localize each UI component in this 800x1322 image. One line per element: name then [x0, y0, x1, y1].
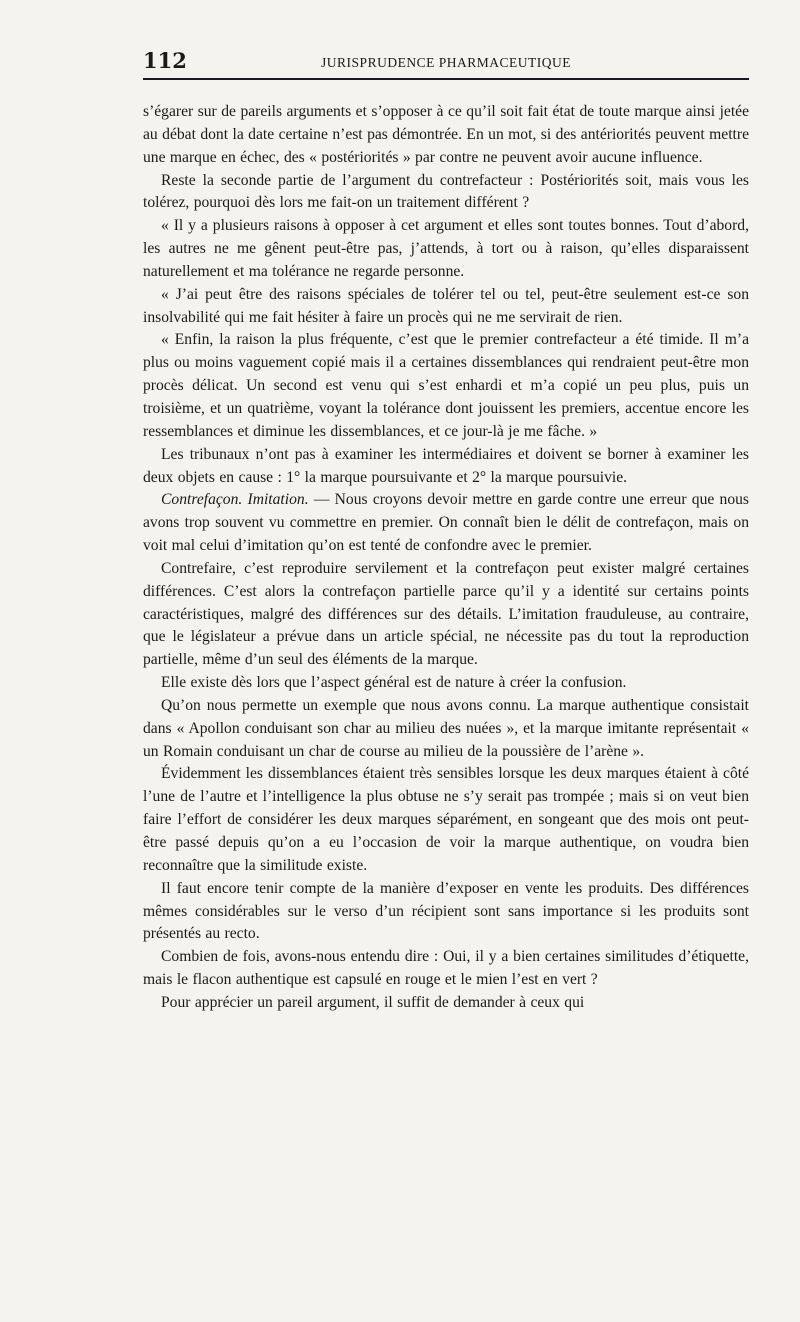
section-heading: Contrefaçon. Imitation.	[161, 491, 309, 509]
paragraph: « Enfin, la raison la plus fréquente, c’est que le premier contrefacteur a été timide. Il m’a plus ou moins vaguement copié mais il a certaines dissemblances qui rendraient peut-être mon procès délicat. Un second est venu qui s’est enhardi et m’a copié un peu plus, puis un troisième, et un quatrième, voyant la tolérance dont jouissent les premiers, accentue encore les ressemblances et diminue les dissemblances, et ce jour-là je me fâche. »	[143, 331, 749, 440]
paragraph: Il faut encore tenir compte de la manière d’exposer en vente les produits. Des différences mêmes considérables sur le verso d’un récipient sont sans importance si les produits sont présentés au recto.	[143, 879, 749, 943]
paragraph: Combien de fois, avons-nous entendu dire : Oui, il y a bien certaines similitudes d’étiquette, mais le flacon authentique est capsulé en rouge et le mien l’est en vert ?	[143, 948, 749, 989]
paragraph: Pour apprécier un pareil argument, il suffit de demander à ceux qui	[161, 993, 585, 1011]
paragraph: « J’ai peut être des raisons spéciales de tolérer tel ou tel, peut-être seulement est-ce son insolvabilité qui me fait hésiter à faire un procès qui ne me servirait de rien.	[143, 285, 749, 326]
paragraph-text: — Nous croyons devoir mettre en garde contre une erreur que nous avons trop souvent vu commettre en premier. On connaît bien le délit de contrefaçon, mais on voit mal celui d’imitation qu’on est tenté de confondre avec le premier.	[143, 491, 749, 555]
paragraph: Qu’on nous permette un exemple que nous avons connu. La marque authentique consistait dans « Apollon conduisant son char au milieu des nuées », et la marque imitante représentait « un Romain conduisant un char de course au milieu de la poussière de l’arène ».	[143, 696, 749, 760]
paragraph: s’égarer sur de pareils arguments et s’opposer à ce qu’il soit fait état de toute marque ainsi jetée au débat dont la date certaine n’est pas démontrée. En un mot, si des antériorités peuvent mettre une marque en échec, des « postériorités » par contre ne peuvent avoir aucune influence.	[143, 103, 749, 166]
paragraph: Elle existe dès lors que l’aspect général est de nature à créer la confusion.	[161, 674, 627, 692]
paragraph: Contrefaire, c’est reproduire servilement et la contrefaçon peut exister malgré certaines différences. C’est alors la contrefaçon partielle parce qu’il y a identité sur certains points caractéristiques, malgré des différences sur des détails. L’imitation frauduleuse, au contraire, que le législateur a prévue dans un article spécial, ne nécessite pas du tout la reproduction partielle, même d’un seul des éléments de la marque.	[143, 559, 749, 669]
body-text	[143, 101, 749, 1015]
running-title: JURISPRUDENCE PHARMACEUTIQUE	[321, 55, 571, 70]
page-number: 112	[143, 48, 187, 73]
paragraph: Les tribunaux n’ont pas à examiner les intermédiaires et doivent se borner à examiner les deux objets en cause : 1° la marque poursuivante et 2° la marque poursuivie.	[143, 445, 749, 486]
paragraph: Évidemment les dissemblances étaient très sensibles lorsque les deux marques étaient à côté l’une de l’autre et l’intelligence la plus obtuse ne s’y serait pas trompée ; mais si on veut bien faire l’effort de considérer les deux marques séparément, en songeant que des mois ont peut-être passé depuis qu’on a eu l’occasion de voir la marque authentique, on voudra bien reconnaître que la similitude existe.	[143, 765, 749, 874]
paragraph: Reste la seconde partie de l’argument du contrefacteur : Postériorités soit, mais vous les tolérez, pourquoi dès lors me fait-on un traitement différent ?	[143, 171, 749, 212]
paragraph: « Il y a plusieurs raisons à opposer à cet argument et elles sont toutes bonnes. Tout d’abord, les autres ne me gênent peut-être pas, j’attends, à tort ou à raison, qu’elles disparaissent naturellement et ma tolérance ne regarde personne.	[143, 217, 749, 280]
paragraph-section	[143, 489, 749, 558]
page-header	[143, 46, 749, 80]
